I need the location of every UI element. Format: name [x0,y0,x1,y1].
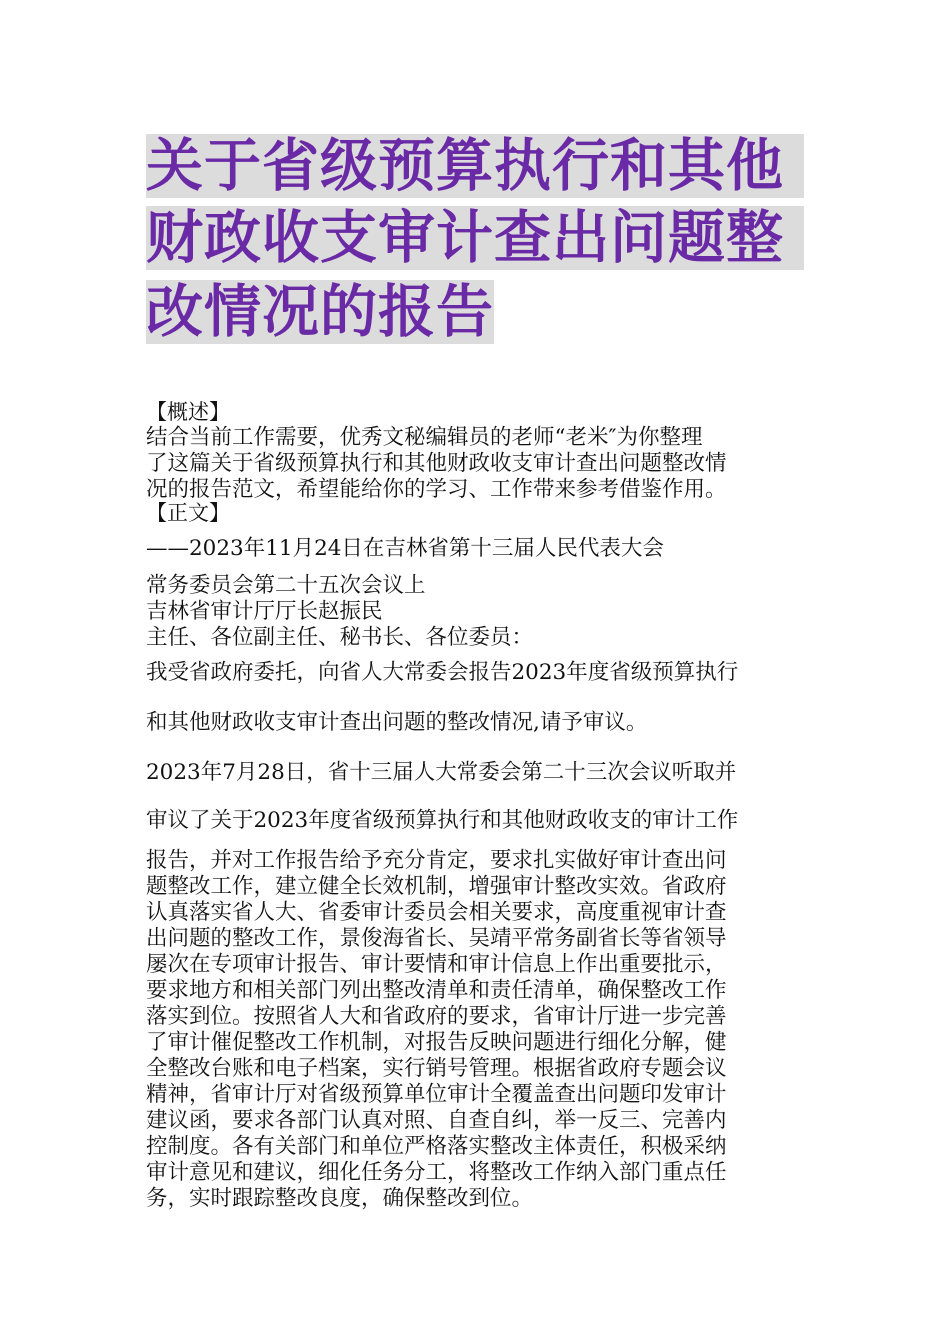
overview-line: 了这篇关于省级预算执行和其他财政收支审计查出问题整改情 [146,451,727,476]
overview-heading: 【概述】 [146,400,230,424]
paragraph-line: 2023年7月28日，省十三届人大常委会第二十三次会议听取并 [146,760,737,785]
document-title-line-2: 财政收支审计查出问题整 [146,206,804,270]
paragraph-line: 落实到位。按照省人大和省政府的要求，省审计厅进一步完善 [146,1004,727,1029]
document-title-line-3: 改情况的报告 [146,279,494,345]
paragraph-line: 了审计催促整改工作机制，对报告反映问题进行细化分解，健 [146,1030,727,1055]
salutation: 主任、各位副主任、秘书长、各位委员： [146,625,534,650]
paragraph-line: 出问题的整改工作，景俊海省长、吴靖平常务副省长等省领导 [146,926,727,951]
paragraph-line: 控制度。各有关部门和单位严格落实整改主体责任，积极采纳 [146,1134,727,1159]
paragraph-line: 和其他财政收支审计查出问题的整改情况,请予审议。 [146,710,648,735]
paragraph-line: 屡次在专项审计报告、审计要情和审计信息上作出重要批示， [146,952,727,977]
paragraph-line: 务，实时跟踪整改良度，确保整改到位。 [146,1186,534,1211]
paragraph-line: 题整改工作，建立健全长效机制，增强审计整改实效。省政府 [146,874,727,899]
speaker-line: 吉林省审计厅厅长赵振民 [146,599,383,624]
committee-line: 常务委员会第二十五次会议上 [146,573,426,598]
document-title-line-1: 关于省级预算执行和其他 [146,134,804,198]
paragraph-line: 审议了关于2023年度省级预算执行和其他财政收支的审计工作 [146,808,739,833]
paragraph-line: 审计意见和建议，细化任务分工，将整改工作纳入部门重点任 [146,1160,727,1185]
date-line: ——2023年11月24日在吉林省第十三届人民代表大会 [146,536,664,561]
paragraph-line: 认真落实省人大、省委审计委员会相关要求，高度重视审计查 [146,900,727,925]
body-heading: 【正文】 [146,501,230,525]
overview-line: 况的报告范文，希望能给你的学习、工作带来参考借鉴作用。 [146,477,727,502]
paragraph-line: 精神，省审计厅对省级预算单位审计全覆盖查出问题印发审计 [146,1082,727,1107]
paragraph-line: 我受省政府委托，向省人大常委会报告2023年度省级预算执行 [146,660,739,685]
overview-line: 结合当前工作需要，优秀文秘编辑员的老师“老米″为你整理 [146,425,703,450]
paragraph-line: 建议函，要求各部门认真对照、自查自纠，举一反三、完善内 [146,1108,727,1133]
paragraph-line: 全整改台账和电子档案，实行销号管理。根据省政府专题会议 [146,1056,727,1081]
paragraph-line: 要求地方和相关部门列出整改清单和责任清单，确保整改工作 [146,978,727,1003]
paragraph-line: 报告，并对工作报告给予充分肯定，要求扎实做好审计查出问 [146,848,727,873]
